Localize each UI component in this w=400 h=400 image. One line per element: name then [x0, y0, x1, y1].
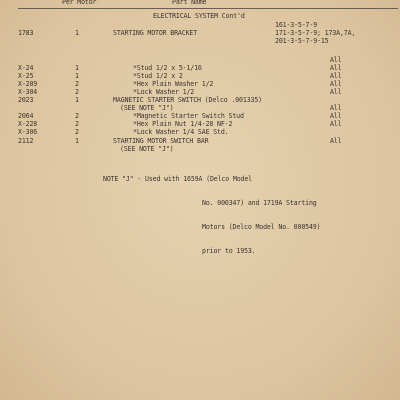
header-rule [18, 8, 398, 9]
col-header-part-name: Part Name [172, 0, 207, 6]
part-name: *Hex Plain Nut 1/4-28 NF-2 [133, 120, 233, 128]
quantity: 1 [75, 29, 79, 37]
part-number: 1783 [18, 29, 34, 37]
model-applicability: All [330, 112, 342, 120]
quantity: 2 [75, 120, 79, 128]
quantity: 2 [75, 88, 79, 96]
part-number: X-306 [18, 128, 38, 136]
note-j [103, 159, 320, 271]
quantity: 1 [75, 137, 79, 145]
part-number: X-304 [18, 88, 38, 96]
model-applicability: All [330, 88, 342, 96]
part-name: *Stud 1/2 x 2 [133, 72, 183, 80]
model-applicability: All [330, 56, 342, 64]
part-name-note: (SEE NOTE "J") [120, 145, 174, 153]
part-name: MAGNETIC STARTER SWITCH (Delco .001335) [113, 96, 262, 104]
part-name: *Lock Washer 1/4 SAE Std. [133, 128, 229, 136]
note-line: Motors (Delco Model No. 000549) [202, 223, 321, 231]
part-number: X-209 [18, 80, 38, 88]
part-number: 2064 [18, 112, 34, 120]
part-name: *Magnetic Starter Switch Stud [133, 112, 244, 120]
part-name: STARTING MOTOR SWITCH BAR [113, 137, 209, 145]
note-line: prior to 1953. [202, 247, 256, 255]
model-applicability: All [330, 104, 342, 112]
part-name: *Hex Plain Washer 1/2 [133, 80, 214, 88]
part-name: *Stud 1/2 x 5-1/16 [133, 64, 202, 72]
model-applicability: All [330, 137, 342, 145]
part-number: X-228 [18, 120, 38, 128]
model-applicability: All [330, 72, 342, 80]
quantity: 1 [75, 96, 79, 104]
model-applicability: 161-3-5-7-9 [275, 21, 318, 29]
model-applicability: All [330, 120, 342, 128]
part-number: X-25 [18, 72, 34, 80]
quantity: 1 [75, 72, 79, 80]
section-title: ELECTRICAL SYSTEM Cont'd [153, 12, 245, 20]
model-applicability: All [330, 64, 342, 72]
quantity: 1 [75, 64, 79, 72]
note-line: NOTE "J" - Used with 1659A (Delco Model [103, 175, 252, 183]
quantity: 2 [75, 80, 79, 88]
model-applicability: 201-3-5-7-9-15 [275, 37, 329, 45]
note-line: No. 000347) and 1719A Starting [202, 199, 317, 207]
part-name-note: (SEE NOTE "J") [120, 104, 174, 112]
part-number: X-24 [18, 64, 34, 72]
part-number: 2112 [18, 137, 34, 145]
quantity: 2 [75, 128, 79, 136]
col-header-per-motor: Per Motor [62, 0, 97, 6]
model-applicability: 171-3-5-7-9; 173A,7A, [275, 29, 356, 37]
model-applicability: All [330, 80, 342, 88]
quantity: 2 [75, 112, 79, 120]
part-number: 2023 [18, 96, 34, 104]
part-name: *Lock Washer 1/2 [133, 88, 195, 96]
part-name: STARTING MOTOR BRACKET [113, 29, 198, 37]
